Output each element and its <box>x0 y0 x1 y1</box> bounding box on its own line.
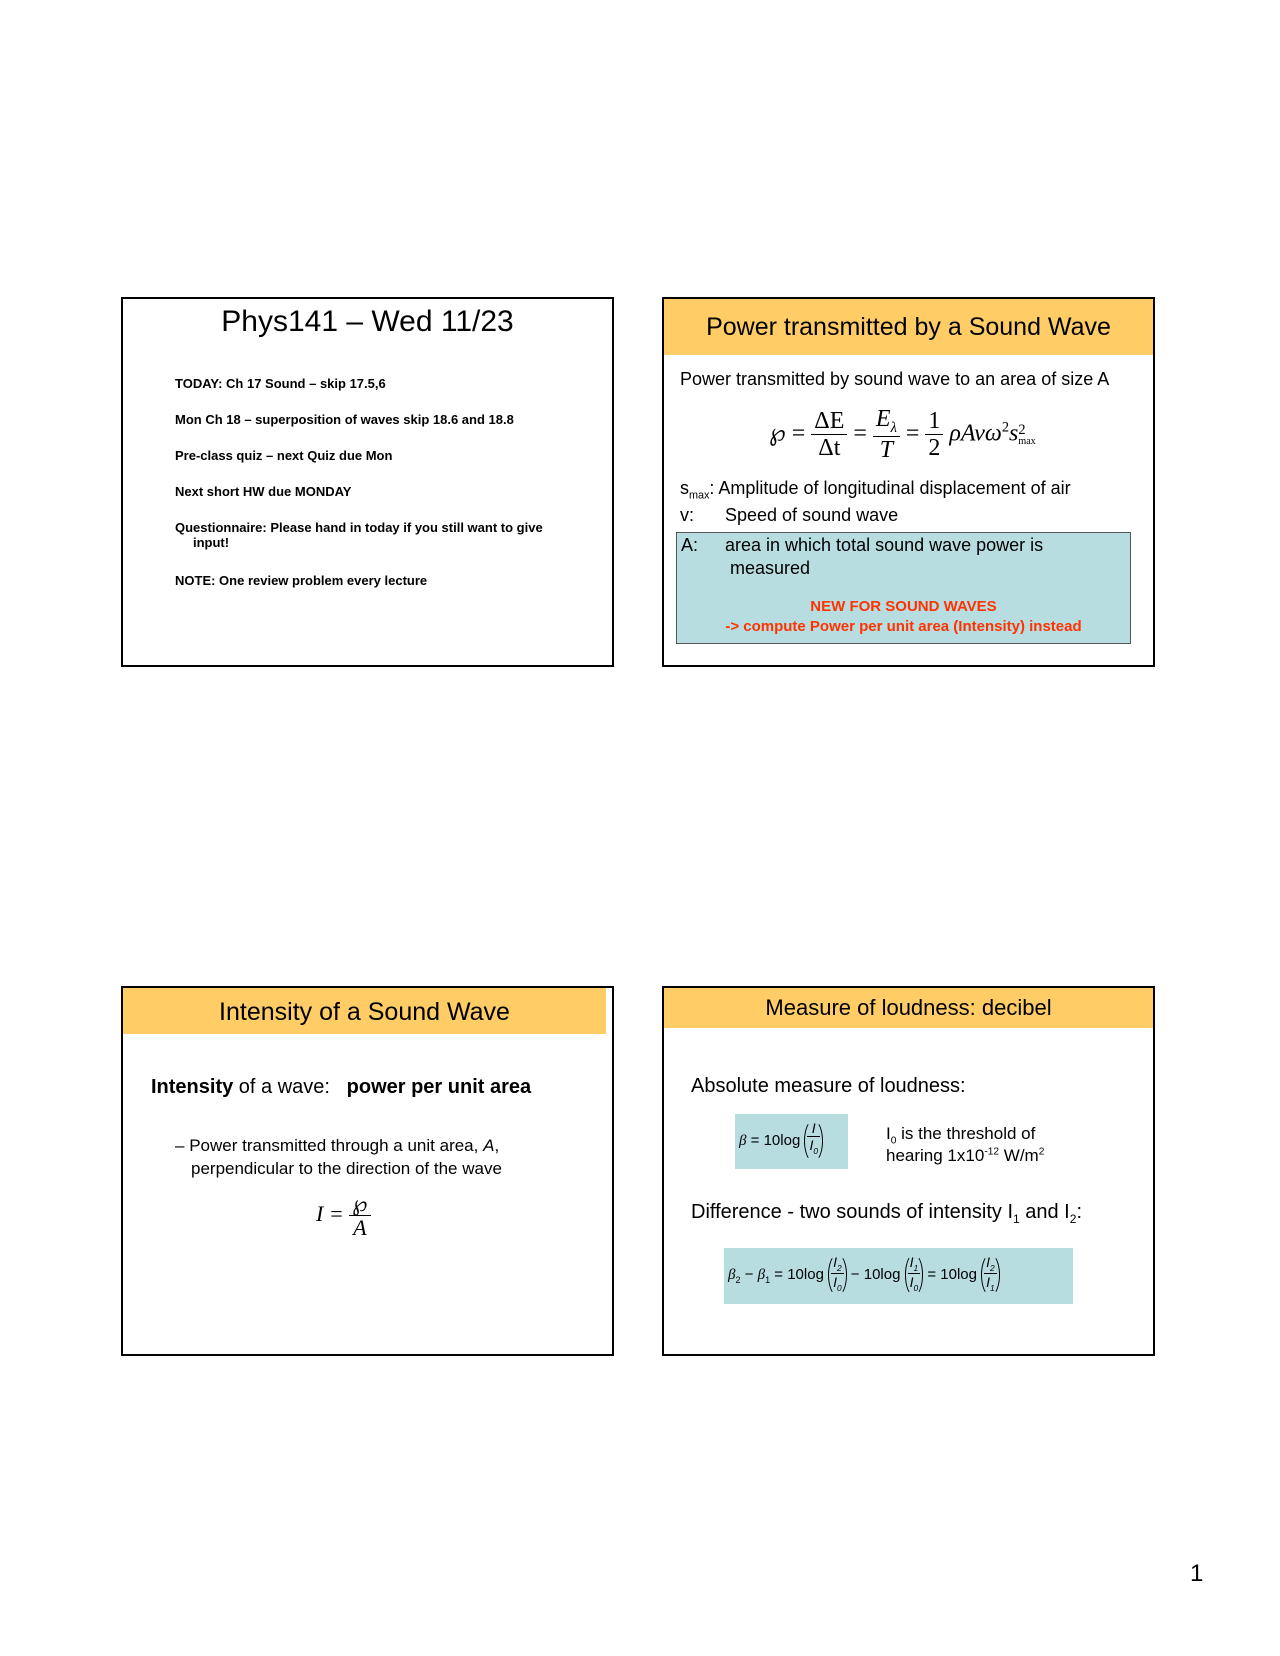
intensity-definition: Intensity of a wave: power per unit area <box>151 1076 532 1098</box>
slide2-title: Power transmitted by a Sound Wave <box>664 299 1153 355</box>
def-v: v: Speed of sound wave <box>680 505 899 525</box>
slide4-title: Measure of loudness: decibel <box>664 988 1153 1028</box>
intensity-formula: I = $\frac{℘}{A}$ <box>316 1192 371 1240</box>
absolute-loudness-label: Absolute measure of loudness: <box>691 1075 966 1097</box>
slide-intensity <box>121 986 614 1356</box>
agenda-item-homework: Next short HW due MONDAY <box>175 484 352 499</box>
intensity-note: -> compute Power per unit area (Intensity) instead <box>725 618 1082 635</box>
intensity-frac: $\frac{℘}{A}$ <box>349 1192 370 1240</box>
def-smax: $s_{max}$: Amplitude of longitudinal displacement of air <box>680 478 1071 502</box>
agenda-item-quiz: Pre-class quiz – next Quiz due Mon <box>175 448 393 463</box>
new-for-sound-note: NEW FOR SOUND WAVES <box>810 598 997 615</box>
agenda-item-note: NOTE: One review problem every lecture <box>175 573 428 588</box>
difference-formula: $\beta_2 - \beta_1 = 10\log$ $\frac{I_2}{I_0}$ − 10log $\frac{I_1}{I_0}$ = 10log $\frac{I_2}{I_1}$ <box>728 1254 1000 1296</box>
formula-frac-wavelength-period: $\frac{E_\lambda}{T}$ <box>873 407 900 463</box>
threshold-line1: $I_0$ is the threshold of <box>886 1124 1036 1147</box>
def-a-text2: measured <box>730 558 811 578</box>
slide-power <box>662 297 1155 667</box>
slide-agenda <box>121 297 614 667</box>
formula-lhs: ℘ = <box>769 420 806 447</box>
intensity-bullet-cont: perpendicular to the direction of the wave <box>191 1159 502 1178</box>
difference-label: Difference - two sounds of intensity $I_1$ and $I_2$: <box>691 1201 1082 1226</box>
agenda-item-monday: Mon Ch 18 – superposition of waves skip 18.6 and 18.8 <box>175 412 514 427</box>
slide3-title: Intensity of a Sound Wave <box>123 988 606 1034</box>
area-definition-box <box>676 532 1131 644</box>
intensity-bullet: – Power transmitted through a unit area, A, <box>175 1136 500 1155</box>
agenda-item-questionnaire-cont: input! <box>193 535 230 550</box>
formula-frac-half: $\frac{1}{2}$ <box>925 409 943 462</box>
agenda-item-questionnaire: Questionnaire: Please hand in today if you still want to give <box>175 520 543 535</box>
formula-frac-energy-time: $\frac{\Delta E}{\Delta t}$ <box>811 409 847 462</box>
threshold-line2: hearing $1x10^{-12}$ $W/m^2$ <box>886 1146 1045 1165</box>
page-number: 1 <box>1190 1560 1204 1587</box>
slide-decibel <box>662 986 1155 1356</box>
agenda-item-today: TODAY: Ch 17 Sound – skip 17.5,6 <box>175 376 386 391</box>
def-a-symbol: A: <box>681 535 699 555</box>
power-intro: Power transmitted by sound wave to an area of size A <box>680 369 1110 389</box>
def-a-text1: area in which total sound wave power is <box>725 535 1044 555</box>
difference-formula-box <box>724 1248 1073 1304</box>
power-formula: ℘ = $\frac{\Delta E}{\Delta t}$ = $\frac{E_\lambda}{T}$ = $\frac{1}{2}$ ρAvω$^2$s 2 max <box>769 406 1036 463</box>
decibel-formula-box <box>735 1114 848 1169</box>
slide1-title: Phys141 – Wed 11/23 <box>221 305 514 338</box>
decibel-formula: β = 10log $\frac{I}{I_0}$ <box>739 1120 823 1162</box>
